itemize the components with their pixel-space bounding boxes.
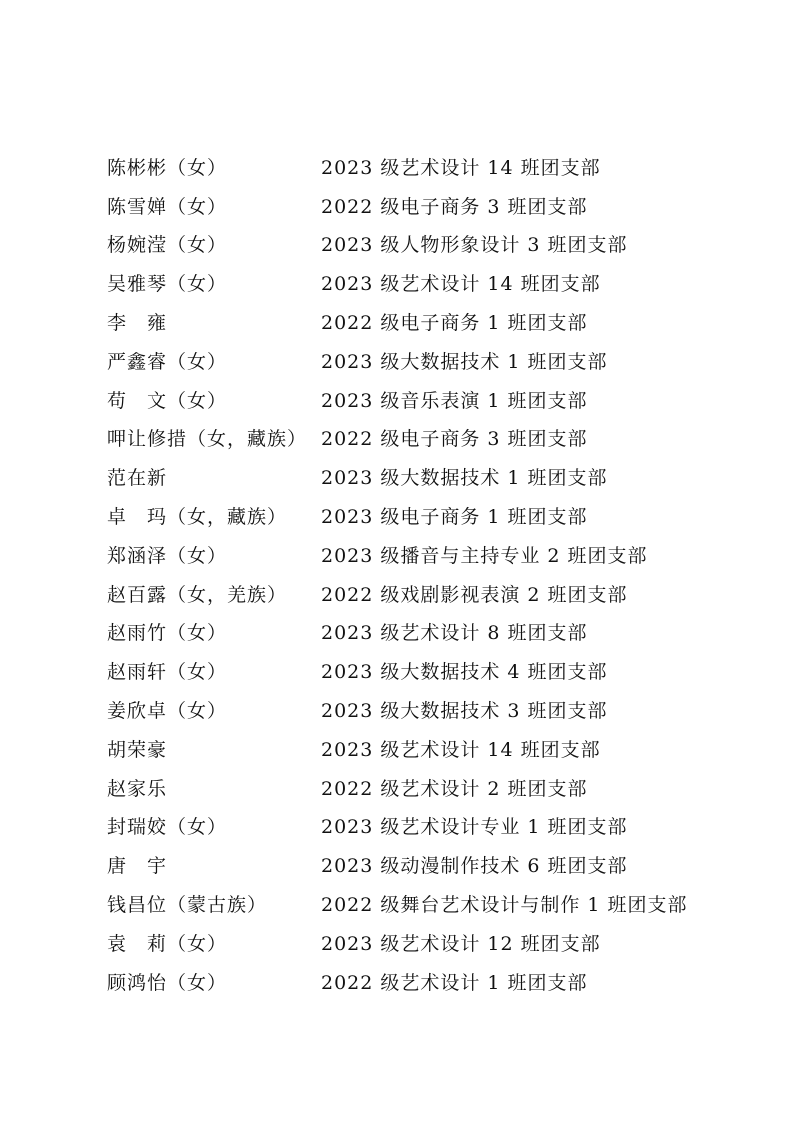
branch-name: 2023 级艺术设计 14 班团支部: [321, 738, 601, 761]
branch-name: 2023 级动漫制作技术 6 班团支部: [321, 855, 628, 878]
list-item: [107, 768, 688, 807]
branch-name: 2023 级大数据技术 4 班团支部: [321, 661, 608, 684]
list-item: [107, 263, 688, 302]
list-item: [107, 302, 688, 341]
person-name: 钱昌位（蒙古族）: [107, 894, 268, 917]
person-name: 陈雪婵（女）: [107, 195, 228, 218]
branch-name: 2022 级戏剧影视表演 2 班团支部: [321, 583, 628, 606]
branch-name: 2023 级播音与主持专业 2 班团支部: [321, 544, 648, 567]
person-name: 严鑫睿（女）: [107, 350, 228, 373]
branch-name: 2022 级艺术设计 2 班团支部: [321, 777, 588, 800]
person-name: 呷让修措（女，藏族）: [107, 428, 308, 451]
person-name: 吴雅琴（女）: [107, 273, 228, 296]
list-item: [107, 535, 688, 574]
person-name: 范在新: [107, 467, 168, 490]
list-item: [107, 651, 688, 690]
branch-name: 2023 级电子商务 1 班团支部: [321, 506, 588, 529]
list-item: [107, 147, 688, 186]
branch-name: 2022 级电子商务 3 班团支部: [321, 195, 588, 218]
person-name: 顾鸿怡（女）: [107, 971, 228, 994]
person-name: 郑涵泽（女）: [107, 544, 228, 567]
person-name: 赵雨竹（女）: [107, 622, 228, 645]
branch-name: 2023 级艺术设计 14 班团支部: [321, 156, 601, 179]
branch-name: 2022 级艺术设计 1 班团支部: [321, 971, 588, 994]
person-name: 苟 文（女）: [107, 389, 228, 412]
person-name: 李 雍: [107, 312, 168, 335]
list-item: [107, 457, 688, 496]
branch-name: 2023 级大数据技术 1 班团支部: [321, 350, 608, 373]
person-name: 陈彬彬（女）: [107, 156, 228, 179]
list-item: [107, 690, 688, 729]
branch-name: 2023 级大数据技术 3 班团支部: [321, 700, 608, 723]
list-item: [107, 186, 688, 225]
person-name: 胡荣豪: [107, 738, 168, 761]
branch-name: 2023 级艺术设计 8 班团支部: [321, 622, 588, 645]
list-item: [107, 884, 688, 923]
list-item: [107, 341, 688, 380]
branch-name: 2022 级电子商务 1 班团支部: [321, 312, 588, 335]
branch-name: 2022 级电子商务 3 班团支部: [321, 428, 588, 451]
branch-name: 2023 级艺术设计专业 1 班团支部: [321, 816, 628, 839]
list-item: [107, 574, 688, 613]
person-name: 赵家乐: [107, 777, 168, 800]
list-item: [107, 962, 688, 1001]
list-item: [107, 380, 688, 419]
list-item: [107, 613, 688, 652]
branch-name: 2023 级音乐表演 1 班团支部: [321, 389, 588, 412]
person-name: 封瑞姣（女）: [107, 816, 228, 839]
list-item: [107, 845, 688, 884]
person-name: 姜欣卓（女）: [107, 700, 228, 723]
person-name: 唐 宇: [107, 855, 168, 878]
person-name: 卓 玛（女，藏族）: [107, 506, 288, 529]
name-list: [107, 147, 688, 1001]
list-item: [107, 225, 688, 264]
list-item: [107, 496, 688, 535]
branch-name: 2023 级人物形象设计 3 班团支部: [321, 234, 628, 257]
person-name: 赵雨轩（女）: [107, 661, 228, 684]
branch-name: 2023 级大数据技术 1 班团支部: [321, 467, 608, 490]
list-item: [107, 419, 688, 458]
branch-name: 2022 级舞台艺术设计与制作 1 班团支部: [321, 894, 688, 917]
person-name: 赵百露（女，羌族）: [107, 583, 288, 606]
person-name: 袁 莉（女）: [107, 932, 228, 955]
list-item: [107, 729, 688, 768]
branch-name: 2023 级艺术设计 14 班团支部: [321, 273, 601, 296]
list-item: [107, 807, 688, 846]
list-item: [107, 923, 688, 962]
branch-name: 2023 级艺术设计 12 班团支部: [321, 932, 601, 955]
person-name: 杨婉滢（女）: [107, 234, 228, 257]
